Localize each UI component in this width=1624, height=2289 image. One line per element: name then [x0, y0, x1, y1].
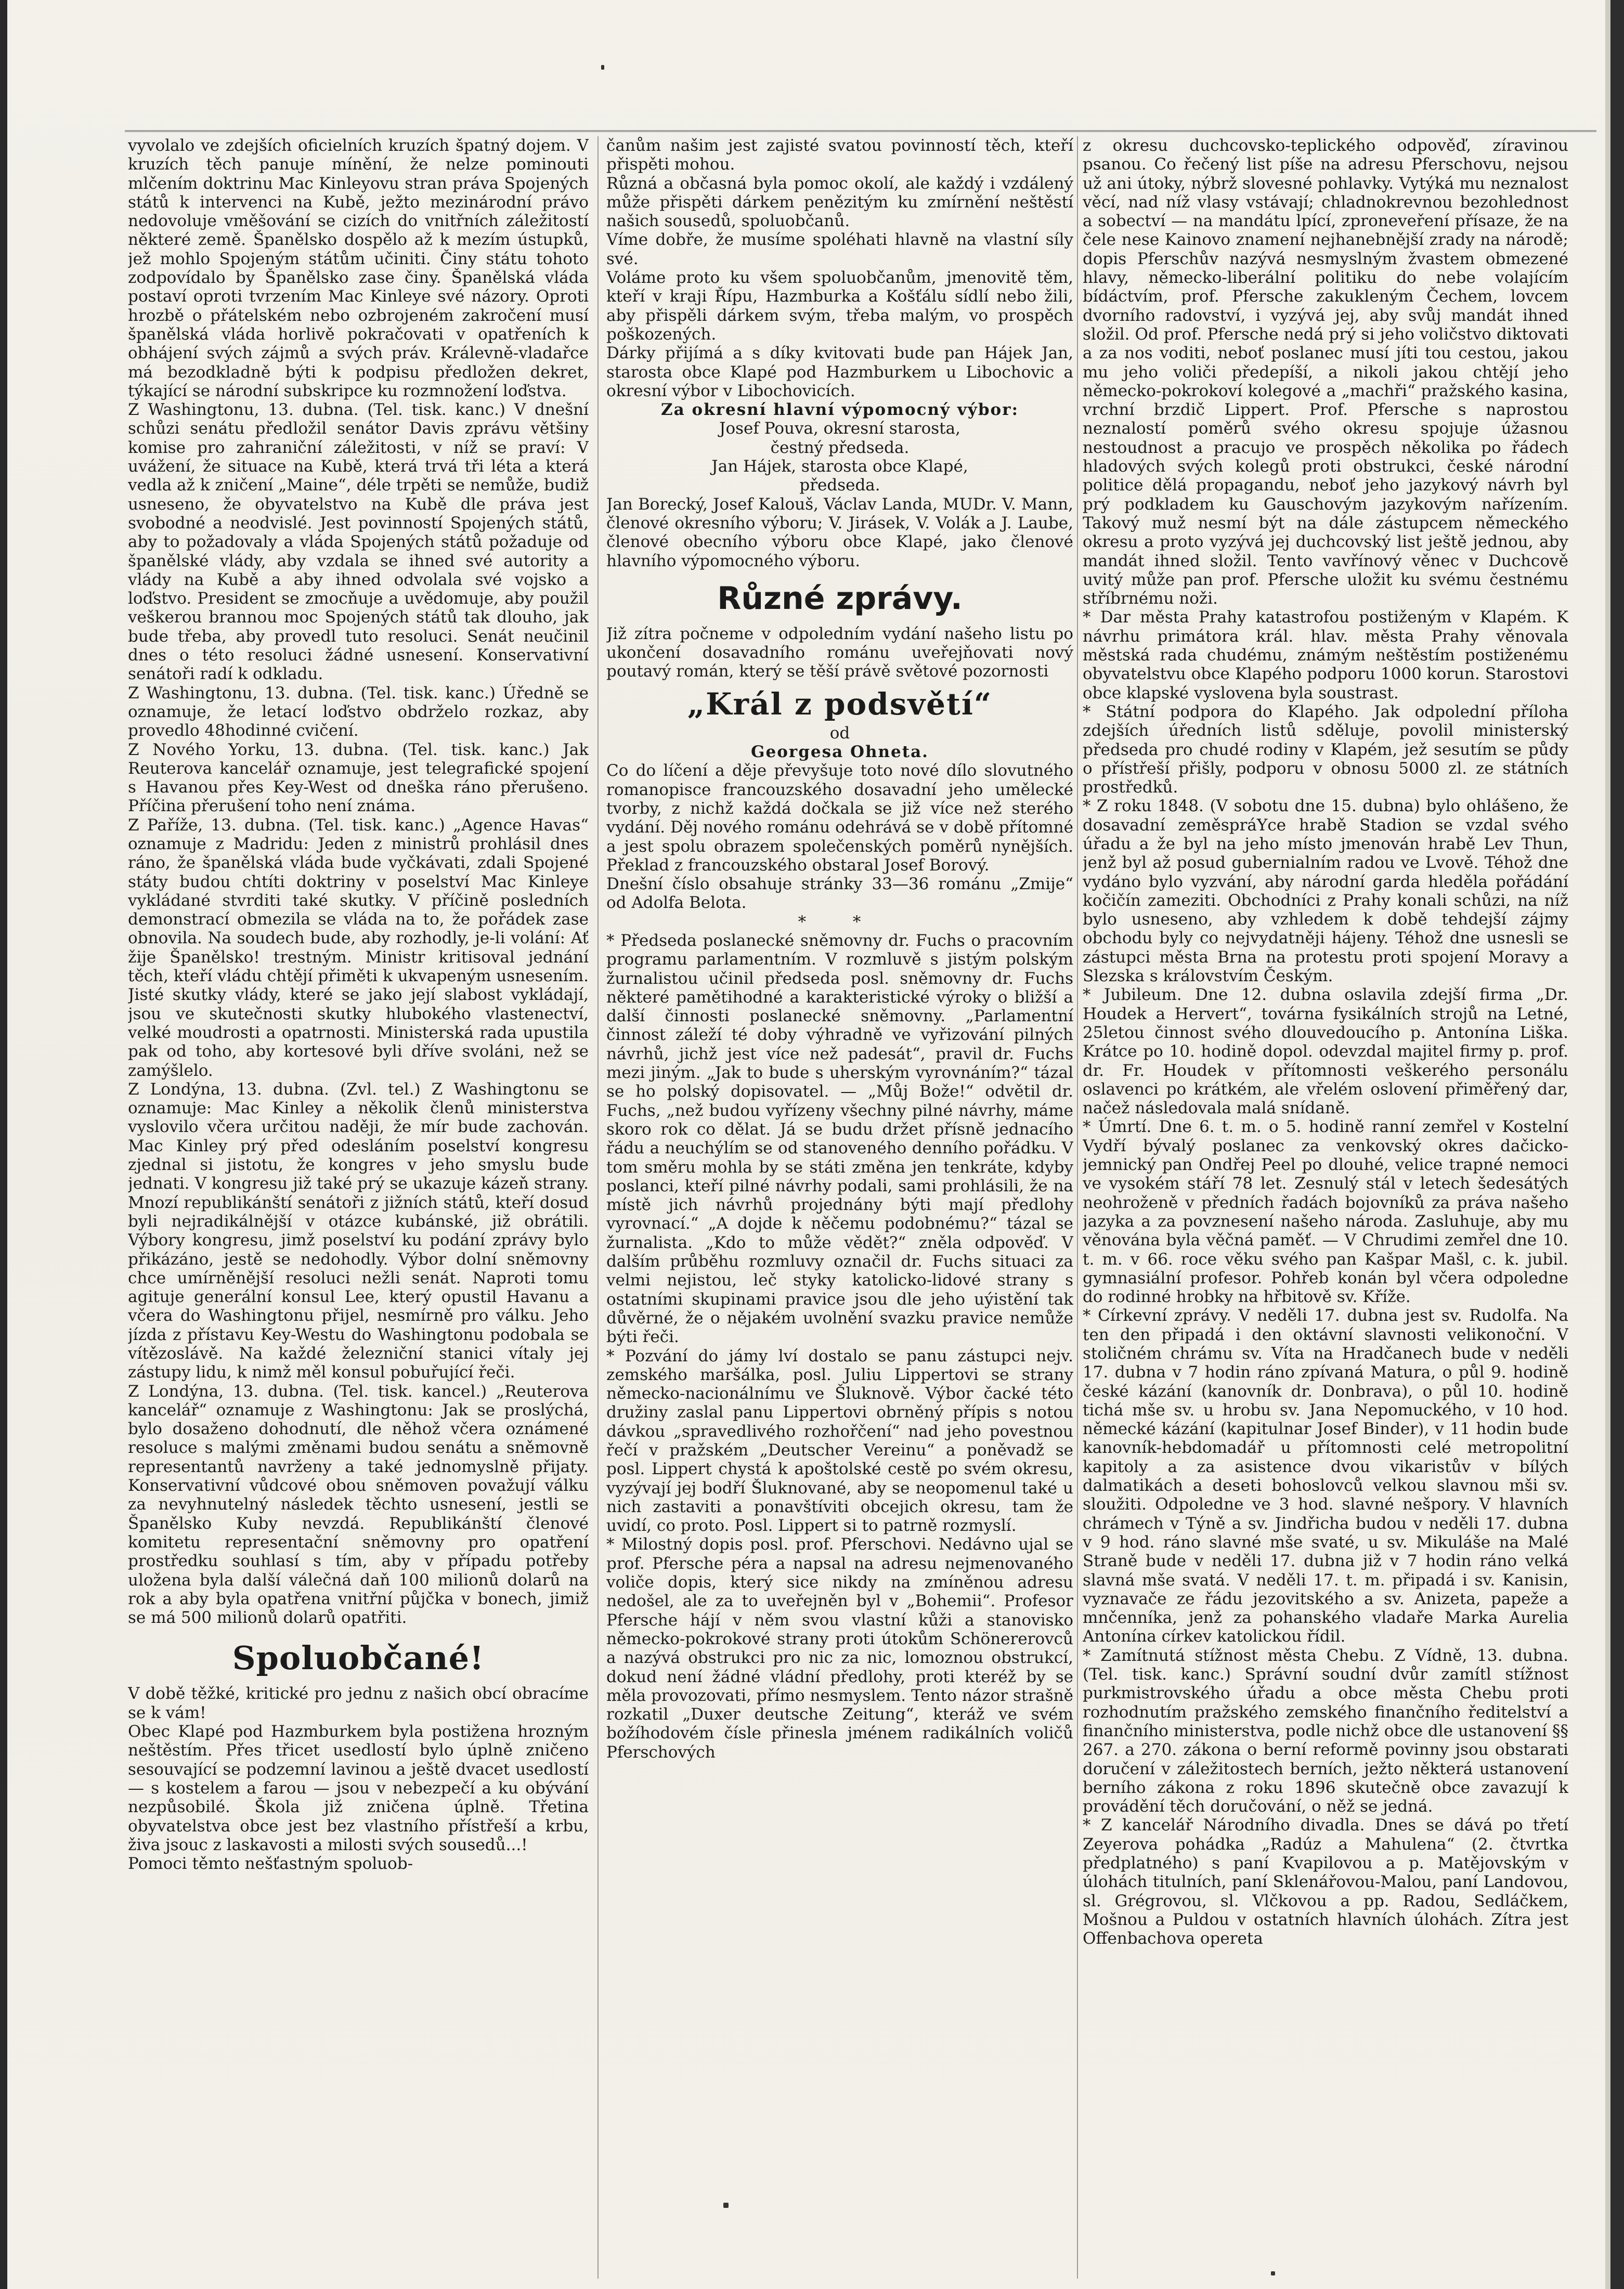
article-paragraph: Z Londýna, 13. dubna. (Tel. tisk. kancel.) „Reuterova kancelář“ oznamuje z Washingtonu: Jak se proslýchá, bylo dosaženo dohodnutí, dle něhož včera oznámené resoluce s malými změnami budou senátu a sněmovně representantů navrženy a také jednomyslně přijaty. Konservativní vůdcové obou sněmoven považují válku za nevyhnutelný následek těchto usnesení, jestli se Španělsko Kuby nevzdá. Republikánští členové komitetu representační sněmovny pro opatření prostředku souhlasí s tím, aby v případu potřeby uložena byla další válečná daň 100 milionů dolarů na rok a aby byla opatřena vnitřní půjčka v bonech, jimiž se má 500 milionů dolarů opatřiti. — [128, 1382, 589, 1628]
ink-speck — [1271, 2271, 1275, 2275]
article-paragraph: * Úmrtí. Dne 6. t. m. o 5. hodině ranní zemřel v Kostelní Vydří bývalý poslanec za venkovský okres dačicko-jemnický pan Ondřej Peel po dlouhé, velice trapné nemoci ve vysokém stáří 78 let. Zesnulý stál v letech šedesátých neohroženě v předních řadách bojovníků za práva našeho jazyka a za povznesení našeho národa. Zasluhuje, aby mu věnována byla věčná paměť. — V Chrudimi zemřel dne 10. t. m. v 66. roce věku svého pan Kašpar Mašl, c. k. jubil. gymnasiální profesor. Pohřeb konán byl včera odpoledne do rodinné hrobky na hřbitově sv. Kříže. — [1083, 1117, 1568, 1307]
appeal-heading: Spoluobčané! — [232, 1639, 485, 1677]
column-2 — [606, 136, 1073, 2279]
article-paragraph: Voláme proto ku všem spoluobčanům, jmenovitě těm, kteří v kraji Řípu, Hazmburka a Košťálu sídlí nebo žili, aby přispěli dárkem svým, třeba malým, vo prospěch poškozených. — [606, 268, 1073, 344]
article-paragraph: Z Washingtonu, 13. dubna. (Tel. tisk. kanc.) Úředně se oznamuje, že letací loďstvo obdrželo rozkaz, aby provedlo 48hodinné cvičení. — [128, 683, 589, 740]
article-paragraph: Z Washingtonu, 13. dubna. (Tel. tisk. kanc.) V dnešní schůzi senátu předložil senátor Davis zprávu většiny komise pro zahraniční záležitosti, v níž se praví: V uvážení, že situace na Kubě, která trvá tři léta a která vedla až k zničení „Maine“, déle trpěti se nemůže, budiž usneseno, že obyvatelstvo na Kubě dle práva jest svobodné a neodvislé. Jest povinností Spojených států, aby to požadovaly a vláda Spojených států požaduje od španělské vlády, aby vzdala se ihned své autority a vlády na Kubě a aby ihned odvolala své vojsko a loďstvo. President se zmocňuje a uvědomuje, aby použil veškerou brannou moc Spojených států tak dlouho, jak bude třeba, aby provedl tuto resoluci. Senát neučinil dnes o této resoluci žádné usnesení. Konservativní senátoři radí k odkladu. — [128, 400, 589, 684]
top-rule — [125, 130, 1596, 132]
section-heading: Různé zprávy. — [717, 580, 963, 617]
article-paragraph: Pomoci těmto nešťastným spoluob- — [128, 1854, 413, 1874]
article-paragraph: * Církevní zprávy. V neděli 17. dubna jest sv. Rudolfa. Na ten den připadá i den oktávní slavnosti velikonoční. V stoličném chrámu sv. Víta na Hradčanech bude v neděli 17. dubna v 7 hodin ráno zpívaná Matura, o půl 9. hodině české kázání (kanovník dr. Donbrava), o půl 10. hodině tichá mše sv. u hrobu sv. Jana Nepomuckého, v 10 hod. německé kázání (kapitulnar Josef Binder), v 11 hodin bude kanovník-hebdomadář u přítomnosti celé metropolitní kapitoly a za asistence dvou vikaristův v bílých dalmatikách a deseti bohoslovců velkou slavnou mši sv. sloužiti. Odpoledne ve 3 hod. slavné nešpory. V hlavních chrámech v Týně a sv. Jindřicha budou v neděli 17. dubna v 9 hod. ráno slavné mše svaté, u sv. Mikuláše na Malé Straně bude v neděli 17. dubna již v 7 hodin ráno velká slavná mše svatá. V neděli 17. t. m. připadá i sv. Kanisin, vyznavače ze řádu jezovitského a sv. Anizeta, papeže a mnčenníka, jenž za pohanského vladaře Marka Aurelia Antonína církev katolickou řídil. — [1083, 1306, 1568, 1646]
article-paragraph: Různá a občasná byla pomoc okolí, ale každý i vzdálený může přispěti dárkem penězitým ku zmírnění neštěstí našich sousedů, spoluobčanů. — [606, 174, 1073, 231]
scan-margin-right — [1605, 0, 1610, 2289]
article-paragraph: * Jubileum. Dne 12. dubna oslavila zdejší firma „Dr. Houdek a Hervert“, továrna fysikálních strojů na Letné, 25letou činnost svého dlouvedoucího p. Antonína Liška. Krátce po 10. hodině dopol. odevzdal majitel firmy p. prof. dr. Fr. Houdek v přítomnosti veškerého personálu oslavenci po krátkém, ale vřelém oslovení přiměřený dar, načež následovala malá snídaně. — [1083, 985, 1568, 1118]
signature-line: od — [829, 723, 850, 743]
article-paragraph: Obec Klapé pod Hazmburkem byla postižena hrozným neštěstím. Přes třicet usedlostí bylo úplně zničeno sesouvající se podzemní lavinou a ještě dvacet usedlostí — s kostelem a farou — jsou v nebezpečí a ku obývání nezpůsobilé. Škola již zničena úplně. Třetina obyvatelstva obce jest bez vlastního přístřeší a krbu, živa jsouc z laskavosti a milosti svých sousedů...! — [128, 1722, 589, 1854]
signature-line: Josef Pouva, okresní starosta, — [719, 419, 960, 438]
separator-stars: * * — [798, 912, 882, 931]
article-paragraph: Víme dobře, že musíme spoléhati hlavně na vlastní síly své. — [606, 230, 1073, 268]
signature-line: Jan Hájek, starosta obce Klapé, — [711, 457, 968, 476]
article-paragraph: Z Londýna, 13. dubna. (Zvl. tel.) Z Washingtonu se oznamuje: Mac Kinley a několik členů ministerstva vyslovilo včera určitou naději, že mír bude zachován. Mac Kinley prý před odesláním poselství kongresu zjednal si jistotu, že kongres v jeho smyslu bude jednati. V kongresu již také prý se ukazuje kázeň strany. Mnozí republikánští senátoři z jižních států, kteří dosud byli nejradikálnější v otázce kubánské, již obrátili. Výbory kongresu, jimž poselství ku podání zprávy bylo přikázáno, jestě se nedohodly. Výbor dolní sněmovny chce umírněnější resoluci nežli senát. Naproti tomu agituje generální konsul Lee, který opustil Havanu a včera do Washingtonu přijel, nesmírně pro válku. Jeho jízda z přístavu Key-Westu do Washingtonu podobala se vítězoslávě. Na každé železniční stanici vítaly jej zástupy lidu, k nimž měl konsul pobuřující řeči. — [128, 1080, 589, 1382]
article-paragraph: * Předseda poslanecké sněmovny dr. Fuchs o pracovním programu parlamentním. V rozmluvě s jistým polským žurnalistou učinil předseda posl. sněmovny dr. Fuchs některé pamětihodné a karakteristické výroky o bližší a další činnosti poslanecké sněmovny. „Parlamentní činnost záleží té doby výhradně ve vyřizování pilných návrhů, jichž jest více než padesát“, pravil dr. Fuchs mezi jiným. „Jak to bude s uherským vyrovnáním?“ tázal se ho polský dopisovatel. — „Můj Bože!“ odvětil dr. Fuchs, „než budou vyřízeny všechny pilné návrhy, máme skoro rok co dělat. Já se budu držet přísně jednacího řádu a neuchýlím se od stanoveného denního pořádku. V tom směru mohla by se státi změna jen tenkráte, kdyby poslanci, kteří pilné návrhy podali, sami prohlásili, že na místě jich návrhů projednány býti mají předlohy vyrovnací.“ „A dojde k něčemu podobnému?“ tázal se žurnalista. „Kdo to může vědět?“ zněla odpověď. V dalším průběhu rozmluvy označil dr. Fuchs situaci za velmi nejistou, leč styky katolicko-lidové strany s ostatními skupinami pravice jsou dle jeho uýistění tak důvěrné, že o nějakém uvolnění svazku pravice nemůže býti řeči. — [606, 931, 1073, 1347]
article-paragraph: * Z kancelář Národního divadla. Dnes se dává po třetí Zeyerova pohádka „Radúz a Mahulena“ (2. čtvrtka předplatného) s paní Kvapilovou a p. Matějovským v úlohách titulních, paní Sklenářovou-Malou, paní Landovou, sl. Grégrovou, sl. Vlčkovou a pp. Radou, Sedláčkem, Mošnou a Puldou v ostatních hlavních úlohách. Zítra jest Offenbachova opereta — [1083, 1816, 1568, 1948]
article-paragraph: Co do líčení a děje převyšuje toto nové dílo slovutného romanopisce francouzského dosavadní jeho umělecké tvorby, z nichž každá dočkala se již více než sterého vydání. Děj nového románu odehrává se v době přítomné a jest spolu obrazem společenských poměrů nynějších. Překlad z francouzského obstaral Josef Borový. — [606, 761, 1073, 875]
article-paragraph: vyvolalo ve zdejších oficielních kruzích špatný dojem. V kruzích těch panuje mínění, že nelze pominouti mlčením doktrinu Mac Kinleyovu stran práva Spojených států k intervenci na Kubě, ježto mezinárodní právo nedovoluje vměšování se cizích do vnitřních záležitostí některé země. Španělsko dospělo až k mezím ústupků, jež mohlo Spojeným státům učiniti. Činy státu tohoto zodpovídalo by Španělsko zase činy. Španělská vláda postaví oproti tvrzením Mac Kinleye své názory. Oproti hrozbě o přátelském nebo ozbrojeném zakročení musí španělská vláda horlivě pokračovati v opatřeních k obhájení svých zájmů a svých práv. Králevně-vladařce má bezodkladně býti k podpisu předložen dekret, týkající se národní subskripce ku rozmnožení loďstva. — [128, 136, 589, 400]
ink-speck — [601, 65, 604, 70]
article-paragraph: Z Paříže, 13. dubna. (Tel. tisk. kanc.) „Agence Havas“ oznamuje z Madridu: Jeden z ministrů prohlásil dnes ráno, že španělská vláda bude vyčkávati, zdali Spojené státy budou chtíti doktriny v poselství Mac Kinleye vykládané stvrditi také skutky. V příčině posledních demonstrací obmezila se vláda na to, že pořádek zase obnovila. Na soudech bude, aby rozhodly, je-li volání: Ať žije Španělsko! trestným. Ministr kritisoval jednání těch, kteří vládu chtějí přiměti k ukvapeným usnesením. Jisté skutky vlády, které se jako její slabost vykládají, jsou ve skutečnosti skutky hlubokého vlastenectví, velké moudrosti a opatrnosti. Ministerská rada upustila pak od toho, aby kortesové byli dříve svoláni, než se zamýšlelo. — [128, 815, 589, 1080]
column-divider — [1077, 136, 1078, 2279]
article-paragraph: Jan Borecký, Josef Kalouš, Václav Landa, MUDr. V. Mann, členové okresního výboru; V. Jirásek, V. Volák a J. Laube, členové obecního výboru obce Klapé, jako členové hlavního výpomocného výboru. — [606, 495, 1073, 570]
scan-edge-left — [0, 0, 7, 2289]
signature-line: čestný předseda. — [770, 438, 910, 457]
article-paragraph: Z Nového Yorku, 13. dubna. (Tel. tisk. kanc.) Jak Reuterova kancelář oznamuje, jest telegrafické spojení s Havanou přes Key-West od dneška ráno přerušeno. Příčina přerušení toho není známa. — [128, 740, 589, 816]
article-paragraph: V době těžké, kritické pro jednu z našich obcí obracíme se k vám! — [128, 1684, 589, 1722]
column-1 — [128, 136, 589, 2279]
signature-line: předseda. — [799, 476, 880, 495]
article-paragraph: * Milostný dopis posl. prof. Pferschovi. Nedávno ujal se prof. Pfersche péra a napsal na adresu nejmenovaného voliče dopis, který sice nikdy na zmíněnou adresu nedošel, ale za to uveřejněn byl v „Bohemii“. Profesor Pfersche hájí v něm svou vlastní kůži a stanovisko německo-pokrokové strany proti útokům Schönererovců a nazývá obstrukci pro nic za nic, lomoznou obstrukcí, dokud není žádné vládní předlohy, proti kteréž by se měla provozovati, přímo nesmyslem. Tento názor strašně rozkatil „Duxer deutsche Zeitung“, kteráž ve svém božíhodovém čísle přinesla jménem radikálních voličů Pferschových — [606, 1535, 1073, 1762]
subheading: Georgesa Ohneta. — [751, 743, 929, 762]
article-paragraph: * Pozvání do jámy lví dostalo se panu zástupci nejv. zemského maršálka, posl. Juliu Lippertovi se strany německo-nacionálnímu ve Šluknově. Výbor čacké této družiny zaslal panu Lippertovi obrněný přípis s notou dávkou „spravedlivého rozhořčení“ nad jeho povestnou řečí v pražském „Deutscher Vereinu“ a poněvadž se posl. Lippert chystá k apoštolské cestě po svém okresu, vyzývají jej bodří Šluknované, aby se neopomenul také u nich zastaviti a ponavštíviti obcejich okresu, tam že uvidí, co proto. Posl. Lippert si to patrně rozmyslí. — [606, 1346, 1073, 1536]
column-divider — [597, 136, 599, 2279]
article-paragraph: Dárky přijímá a s díky kvitovati bude pan Hájek Jan, starosta obce Klapé pod Hazmburkem u Libochovic a okresní výbor v Libochovicích. — [606, 344, 1073, 400]
ink-speck — [723, 2203, 729, 2208]
novel-title: „Král z podsvětí“ — [687, 686, 993, 722]
article-paragraph: Dnešní číslo obsahuje stránky 33—36 románu „Zmije“ od Adolfa Belota. — [606, 875, 1073, 913]
article-paragraph: čanům našim jest zajisté svatou povinností těch, kteří přispěti mohou. — [606, 136, 1073, 174]
article-paragraph: * Z roku 1848. (V sobotu dne 15. dubna) bylo ohlášeno, že dosavadní zeměspráYce hrabě Stadion se vzdal svého úřadu a že byl na jeho místo jmenován hrabě Lev Thun, jenž byl až posud gubernialním radou ve Lvově. Téhož dne vydáno bylo vyzvání, aby národní garda hleděla pořádání kočičín zameziti. Obchodníci z Prahy konali schůzi, na níž bylo usneseno, aby vzhledem k době tehdejší zájmy obchodu byly co nejvydatněji hájeny. Téhož dne usnesli se zástupci města Brna na protestu proti spojení Moravy a Slezska s královstvím Českým. — [1083, 797, 1568, 986]
subheading: Za okresní hlavní výpomocný výbor: — [660, 400, 1019, 420]
article-paragraph: * Zamítnutá stížnost města Chebu. Z Vídně, 13. dubna. (Tel. tisk. kanc.) Správní soudní dvůr zamítl stížnost purkmistrovského úřadu a obce města Chebu proti rozhodnutím pražského zemského finančního ředitelství a finančního ministerstva, podle nichž obce dle ustanovení §§ 267. a 270. zákona o berní reformě povinny jsou obstarati doručení v záležitostech berních, ježto některá ustanovení berního zákona z roku 1896 skutečně obce zavazují k provádění těch doručování, o něž se jedná. — [1083, 1646, 1568, 1816]
article-paragraph: * Dar města Prahy katastrofou postiženým v Klapém. K návrhu primátora král. hlav. města Prahy věnovala městská rada chudému, známým neštěstím postiženému obyvatelstvu obce Klapého podporu 1000 korun. Starostovi obce klapské vyslovena byla soustrast. — [1083, 608, 1568, 703]
column-3 — [1083, 136, 1568, 2279]
article-paragraph: * Státní podpora do Klapého. Jak odpolední příloha zdejších úředních listů sděluje, povolil ministerský předseda pro chudé rodiny v Klapém, jež sesutím se půdy o přístřeší přišly, podporu v obnosu 5000 zl. ze státních prostředků. — [1083, 702, 1568, 797]
scan-edge-right — [1610, 0, 1624, 2289]
article-paragraph: z okresu duchcovsko-teplického odpověď, zíravinou psanou. Co řečený list píše na adresu Pferschovu, nejsou už ani útoky, nýbrž slovesné pohlavky. Vytýká mu neznalost věcí, nad níž vlasy vstávají; chladnokrevnou bezohlednost a sobectví — na mandátu lpící, zproneveření přísaze, že na čele nese Kainovo znamení nejhanebnější zrady na národě; dopis Pferschův nazývá nesmyslným žvastem obmezené hlavy, německo-liberální politiku do nebe volajícím bídáctvím, prof. Pfersche zakukleným Čechem, lovcem dvorního radovství, i vyzývá jej, aby svůj mandát ihned složil. Od prof. Pfersche nedá prý si jeho voličstvo diktovati a za nos voditi, neboť poslanec musí jíti tou cestou, jakou mu jeho voliči předepíší, a nikoli jakou chtějí jeho německo-pokrokoví kolegové a „machři“ pražského kasina, vrchní brzdič Lippert. Prof. Pfersche s naprostou neznalostí poměrů svého okresu spojuje úžasnou nestoudnost a pracujo ve prospěch několika po řádech hladových svých kolegů proti obstrukci, české národní politice dělá propagandu, neboť jeho jazykový návrh byl prý podkladem ku Gauschovým jazykovým nařízením. Takový muž nesmí být na dále zástupcem německého okresu a proto vyzývá jej duchcovský list ještě jednou, aby mandát ihned složil. Tento vavřínový věnec v Duchcově uvitý může pan prof. Pfersche uložit ku svému čestnému stříbrnému noži. — [1083, 136, 1568, 608]
article-paragraph: Již zítra počneme v odpoledním vydání našeho listu po ukončení dosavadního románu uveřejňovati nový poutavý román, který se těší právě světové pozornosti — [606, 624, 1073, 681]
